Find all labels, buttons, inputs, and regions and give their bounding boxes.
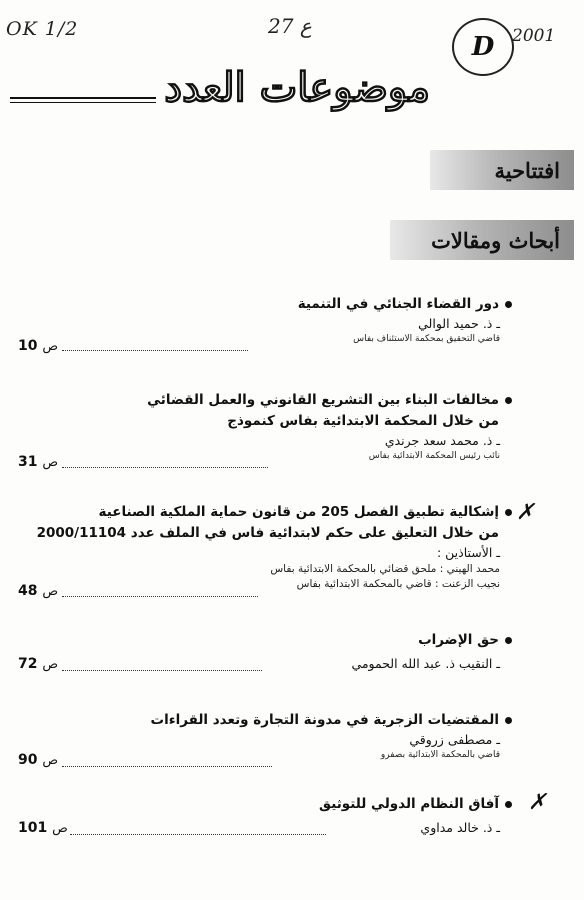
entry-author: ـ النقيب ذ. عبد الله الحمومي — [351, 656, 500, 671]
toc-entry — [16, 710, 512, 762]
bullet-icon — [505, 301, 512, 308]
section-band-research: أبحاث ومقالات — [390, 220, 574, 260]
masthead-title: موضوعات العدد — [156, 64, 430, 111]
page-ref — [18, 454, 58, 470]
page-ref — [18, 656, 58, 672]
page-ref — [18, 583, 58, 599]
page-ref — [18, 820, 68, 836]
entry-author-2: محمد الهيني : ملحق قضائي بالمحكمة الابتدائية بفاس — [270, 563, 500, 575]
handwritten-note-middle: 27 ع — [268, 14, 312, 38]
masthead-rule-thin — [10, 102, 180, 103]
toc-entry — [16, 502, 512, 592]
page-number: 101 — [18, 820, 48, 836]
entry-title: حق الإضراب — [418, 632, 499, 648]
entry-title: المقتضيات الزجرية في مدونة التجارة وتعدد القراءات — [150, 712, 499, 728]
dot-leader — [62, 766, 272, 767]
entry-author: ـ ذ. حميد الوالي — [418, 316, 500, 331]
toc-entry — [16, 390, 512, 463]
page-label: ص — [42, 584, 59, 599]
handwritten-check-mark: ✗ — [516, 500, 535, 525]
bullet-icon — [505, 509, 512, 516]
dot-leader — [70, 834, 326, 835]
entry-role: قاضي التحقيق بمحكمة الاستئناف بفاس — [353, 334, 500, 344]
bullet-icon — [505, 637, 512, 644]
entry-title: مخالفات البناء بين التشريع القانوني والعمل القضائي — [147, 392, 499, 408]
entry-title-line2: من خلال التعليق على حكم لابتدائية فاس في الملف عدد 2000/11104 — [36, 525, 499, 541]
page-number: 90 — [18, 752, 38, 768]
page-label: ص — [42, 753, 59, 768]
page-label: ص — [42, 455, 59, 470]
entry-author-3: نجيب الزعنت : قاضي بالمحكمة الابتدائية بفاس — [296, 578, 500, 590]
masthead — [10, 64, 430, 114]
dot-leader — [62, 596, 258, 597]
page-label: ص — [52, 821, 68, 836]
bullet-icon — [505, 717, 512, 724]
dot-leader — [62, 670, 262, 671]
dot-leader — [62, 350, 248, 351]
entry-role: قاضي بالمحكمة الابتدائية بصفرو — [380, 750, 500, 760]
page-label: ص — [42, 657, 59, 672]
section-band-intro: افتتاحية — [430, 150, 574, 190]
entry-title: دور القضاء الجنائي في التنمية — [297, 296, 499, 312]
entry-title: آفاق النظام الدولي للتوثيق — [319, 796, 499, 812]
bullet-icon — [505, 397, 512, 404]
page-ref — [18, 752, 58, 768]
entry-title: إشكالية تطبيق الفصل 205 من قانون حماية الملكية الصناعية — [98, 504, 499, 520]
toc-entry — [16, 294, 512, 346]
toc-entry — [16, 794, 512, 837]
entry-author: ـ ذ. خالد مداوي — [420, 820, 500, 835]
entry-author: ـ الأستاذين : — [436, 545, 500, 560]
entry-title-line2: من خلال المحكمة الابتدائية بفاس كنموذج — [227, 413, 499, 429]
page-number: 10 — [18, 338, 38, 354]
handwritten-year: 2001 — [512, 26, 556, 46]
page-label: ص — [42, 339, 59, 354]
circled-letter-stamp: D — [452, 18, 514, 76]
page-ref — [18, 338, 58, 354]
entry-author: ـ مصطفى زروقي — [409, 732, 500, 747]
dot-leader — [62, 467, 268, 468]
toc-entry — [16, 630, 512, 673]
page-number: 72 — [18, 656, 38, 672]
bullet-icon — [505, 801, 512, 808]
handwritten-check-mark: ✗ — [528, 790, 547, 815]
handwritten-note-left: OK 1/2 — [6, 18, 79, 40]
entry-author: ـ ذ. محمد سعد جرندي — [384, 433, 500, 448]
entry-role: نائب رئيس المحكمة الابتدائية بفاس — [368, 451, 500, 461]
page-number: 48 — [18, 583, 38, 599]
page-number: 31 — [18, 454, 38, 470]
